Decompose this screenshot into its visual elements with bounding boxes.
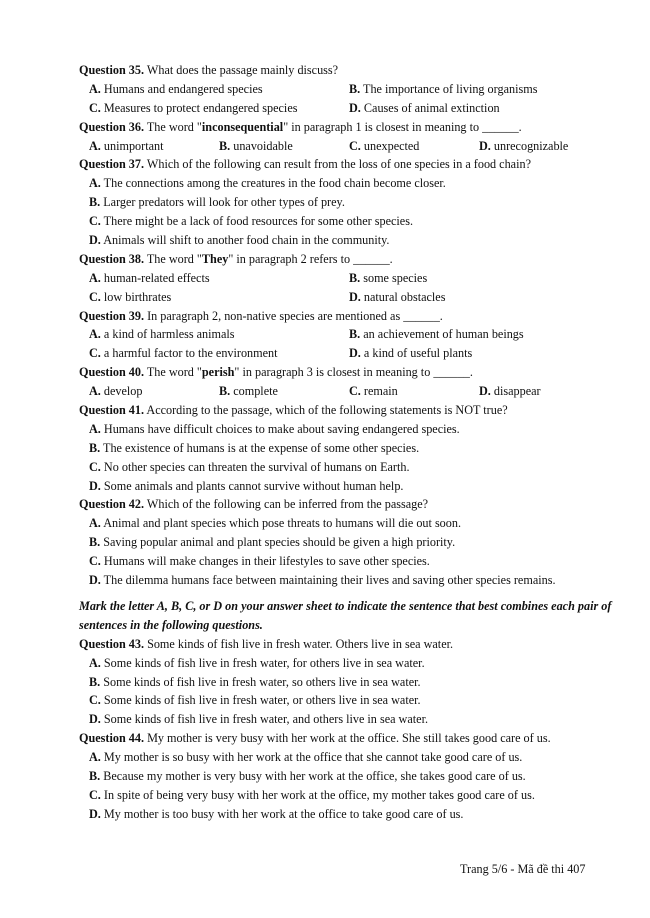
exam-content: [79, 61, 619, 824]
question-stem: [79, 495, 619, 514]
answer-option: [79, 514, 619, 533]
answer-option: [339, 99, 599, 118]
question-stem: [79, 61, 619, 80]
answer-option: [79, 786, 619, 805]
answer-option: [79, 344, 339, 363]
answer-option: [79, 80, 339, 99]
question-stem: [79, 401, 619, 420]
question-number: Question 38.: [79, 251, 145, 266]
option-text: No other species can threaten the survival of humans on Earth.: [100, 459, 410, 474]
option-letter: B.: [89, 195, 101, 210]
question-number: Question 43.: [79, 636, 145, 651]
option-text: Humans and endangered species: [100, 81, 263, 96]
option-text: unimportant: [100, 138, 164, 153]
option-text: low birthrates: [100, 289, 172, 304]
option-letter: A.: [89, 516, 101, 531]
option-text: The dilemma humans face between maintaining their lives and saving other species remains.: [100, 573, 556, 588]
option-letter: B.: [219, 138, 231, 153]
answer-option: [79, 533, 619, 552]
question-text-after: " in paragraph 2 refers to ______.: [228, 251, 393, 266]
question-stem: [79, 363, 619, 382]
option-letter: A.: [89, 384, 101, 399]
question-text: The word ": [144, 251, 202, 266]
answer-option: [339, 269, 599, 288]
question-stem: [79, 729, 619, 748]
question-text: My mother is very busy with her work at the office. She still takes good care of us.: [144, 731, 551, 746]
question-text: Which of the following can result from the loss of one species in a food chain?: [144, 157, 531, 172]
option-letter: D.: [349, 289, 361, 304]
option-text: Saving popular animal and plant species should be given a high priority.: [100, 535, 456, 550]
question-number: Question 37.: [79, 157, 145, 172]
option-text: a kind of useful plants: [360, 346, 473, 361]
option-letter: A.: [89, 327, 101, 342]
option-row: [79, 80, 619, 99]
question-keyword: perish: [201, 365, 235, 380]
question-block: [79, 495, 619, 589]
question-text: The word ": [144, 365, 202, 380]
question-text: Some kinds of fish live in fresh water. Others live in sea water.: [144, 636, 454, 651]
option-text: human-related effects: [100, 270, 210, 285]
question-number: Question 42.: [79, 497, 145, 512]
option-letter: A.: [89, 176, 101, 191]
option-letter: C.: [89, 787, 101, 802]
answer-option: [79, 382, 209, 401]
question-block: [79, 635, 619, 729]
answer-option: [79, 458, 619, 477]
option-letter: D.: [349, 100, 361, 115]
answer-option: [79, 288, 339, 307]
question-block: [79, 61, 619, 118]
question-text-after: " in paragraph 1 is closest in meaning to ______.: [283, 119, 522, 134]
option-text: Some kinds of fish live in fresh water, so others live in sea water.: [100, 674, 421, 689]
option-letter: B.: [89, 768, 101, 783]
option-letter: C.: [349, 384, 361, 399]
answer-option: [339, 325, 599, 344]
option-text: Measures to protect endangered species: [100, 100, 298, 115]
answer-option: [79, 767, 619, 786]
option-text: Some kinds of fish live in fresh water, and others live in sea water.: [100, 712, 428, 727]
option-row: [79, 288, 619, 307]
option-letter: D.: [479, 138, 491, 153]
option-text: complete: [230, 384, 278, 399]
answer-option: [339, 344, 599, 363]
option-row: [79, 325, 619, 344]
question-text: Which of the following can be inferred from the passage?: [144, 497, 429, 512]
option-text: The existence of humans is at the expense of some other species.: [100, 440, 420, 455]
option-text: Larger predators will look for other types of prey.: [100, 195, 345, 210]
option-letter: C.: [89, 346, 101, 361]
option-letter: C.: [89, 214, 101, 229]
question-block: [79, 118, 619, 156]
answer-option: [79, 231, 619, 250]
option-text: The importance of living organisms: [360, 81, 538, 96]
answer-option: [339, 382, 469, 401]
option-row: [79, 137, 619, 156]
option-row: [79, 99, 619, 118]
option-letter: C.: [89, 100, 101, 115]
question-number: Question 39.: [79, 308, 145, 323]
option-text: a harmful factor to the environment: [100, 346, 278, 361]
option-text: disappear: [490, 384, 541, 399]
question-block: [79, 401, 619, 495]
option-text: Humans have difficult choices to make about saving endangered species.: [100, 421, 460, 436]
option-text: remain: [360, 384, 398, 399]
option-row: [79, 344, 619, 363]
question-block: [79, 363, 619, 401]
answer-option: [469, 137, 599, 156]
option-letter: A.: [89, 81, 101, 96]
option-text: My mother is so busy with her work at the office that she cannot take good care of us.: [100, 750, 523, 765]
option-letter: A.: [89, 750, 101, 765]
question-block: [79, 729, 619, 823]
answer-option: [339, 80, 599, 99]
answer-option: [209, 137, 339, 156]
option-text: unavoidable: [230, 138, 293, 153]
option-text: develop: [100, 384, 143, 399]
question-text: The word ": [144, 119, 202, 134]
question-stem: [79, 250, 619, 269]
section-gap: [79, 590, 619, 597]
answer-option: [469, 382, 599, 401]
answer-option: [79, 477, 619, 496]
option-text: Causes of animal extinction: [360, 100, 500, 115]
question-block: [79, 307, 619, 364]
option-text: In spite of being very busy with her work at the office, my mother takes good care of us.: [100, 787, 535, 802]
answer-option: [79, 710, 619, 729]
section-instruction: Mark the letter A, B, C, or D on your answer sheet to indicate the sentence that best combines each pair of sentences in the following questions.: [79, 598, 612, 632]
question-stem: [79, 307, 619, 326]
option-row: [79, 382, 619, 401]
answer-option: [79, 269, 339, 288]
answer-option: [339, 137, 469, 156]
question-number: Question 35.: [79, 63, 145, 77]
option-text: unexpected: [360, 138, 420, 153]
option-letter: D.: [89, 478, 101, 493]
page-footer: Trang 5/6 - Mã đề thi 407: [460, 862, 586, 876]
question-number: Question 41.: [79, 403, 145, 418]
answer-option: [79, 439, 619, 458]
option-letter: B.: [89, 440, 101, 455]
answer-option: [79, 325, 339, 344]
question-stem: [79, 118, 619, 137]
answer-option: [79, 420, 619, 439]
option-letter: C.: [89, 693, 101, 708]
question-text: What does the passage mainly discuss?: [144, 63, 339, 77]
question-keyword: inconsequential: [201, 119, 284, 134]
option-letter: D.: [89, 573, 101, 588]
reading-questions: [79, 61, 619, 590]
question-number: Question 44.: [79, 731, 145, 746]
answer-option: [79, 212, 619, 231]
option-letter: C.: [89, 459, 101, 474]
answer-option: [79, 174, 619, 193]
question-text: In paragraph 2, non-native species are mentioned as ______.: [144, 308, 443, 323]
option-letter: D.: [89, 233, 101, 248]
option-letter: A.: [89, 655, 101, 670]
option-text: Animal and plant species which pose threats to humans will die out soon.: [100, 516, 462, 531]
option-text: My mother is too busy with her work at the office to take good care of us.: [100, 806, 464, 821]
option-letter: B.: [219, 384, 231, 399]
answer-option: [79, 691, 619, 710]
option-letter: A.: [89, 138, 101, 153]
option-text: Some kinds of fish live in fresh water, or others live in sea water.: [100, 693, 421, 708]
option-letter: D.: [89, 806, 101, 821]
answer-option: [209, 382, 339, 401]
option-text: Some kinds of fish live in fresh water, for others live in sea water.: [100, 655, 425, 670]
answer-option: [339, 288, 599, 307]
question-keyword: They: [201, 251, 229, 266]
question-stem: [79, 635, 619, 654]
question-block: [79, 155, 619, 249]
answer-option: [79, 654, 619, 673]
option-text: Because my mother is very busy with her work at the office, she takes good care of us.: [100, 768, 526, 783]
option-letter: A.: [89, 270, 101, 285]
option-letter: D.: [479, 384, 491, 399]
option-letter: B.: [89, 535, 101, 550]
option-text: Animals will shift to another food chain in the community.: [100, 233, 390, 248]
option-text: Some animals and plants cannot survive without human help.: [100, 478, 404, 493]
answer-option: [79, 552, 619, 571]
question-text-after: " in paragraph 3 is closest in meaning to ______.: [234, 365, 473, 380]
option-row: [79, 269, 619, 288]
option-letter: B.: [89, 674, 101, 689]
answer-option: [79, 99, 339, 118]
option-text: The connections among the creatures in the food chain become closer.: [100, 176, 446, 191]
option-letter: A.: [89, 421, 101, 436]
option-letter: B.: [349, 327, 361, 342]
answer-option: [79, 805, 619, 824]
option-text: a kind of harmless animals: [100, 327, 235, 342]
option-letter: B.: [349, 81, 361, 96]
option-letter: B.: [349, 270, 361, 285]
option-text: an achievement of human beings: [360, 327, 524, 342]
question-number: Question 36.: [79, 119, 145, 134]
option-text: some species: [360, 270, 428, 285]
answer-option: [79, 193, 619, 212]
option-text: natural obstacles: [360, 289, 446, 304]
question-text: According to the passage, which of the following statements is NOT true?: [144, 403, 508, 418]
option-text: There might be a lack of food resources for some other species.: [100, 214, 413, 229]
answer-option: [79, 673, 619, 692]
question-block: [79, 250, 619, 307]
option-letter: C.: [349, 138, 361, 153]
option-letter: D.: [349, 346, 361, 361]
combination-questions: [79, 635, 619, 824]
answer-option: [79, 137, 209, 156]
question-number: Question 40.: [79, 365, 145, 380]
option-letter: C.: [89, 289, 101, 304]
answer-option: [79, 748, 619, 767]
option-letter: C.: [89, 554, 101, 569]
option-letter: D.: [89, 712, 101, 727]
answer-option: [79, 571, 619, 590]
question-stem: [79, 155, 619, 174]
option-text: unrecognizable: [490, 138, 569, 153]
option-text: Humans will make changes in their lifestyles to save other species.: [100, 554, 430, 569]
